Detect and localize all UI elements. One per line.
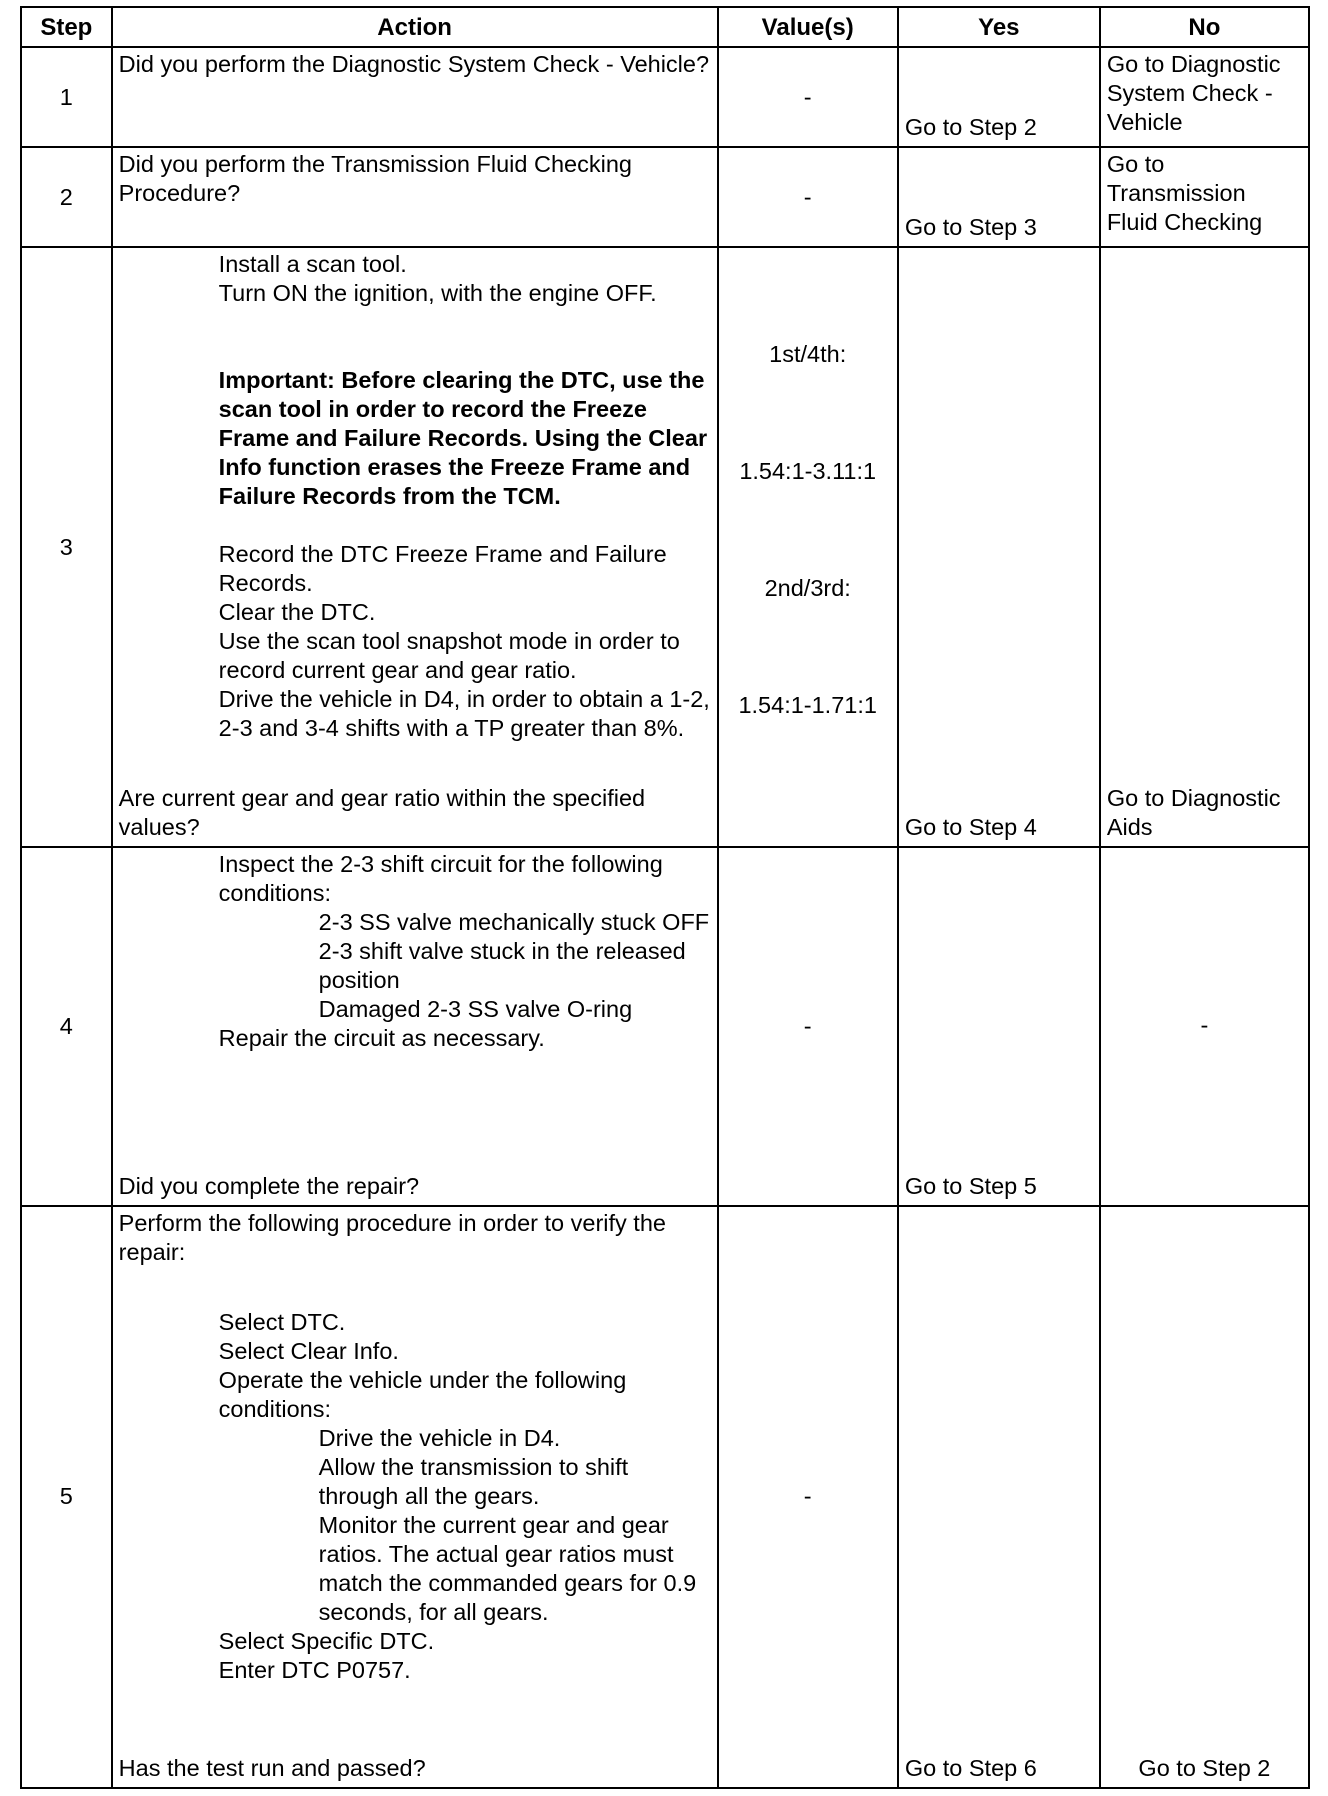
action-text: Did you perform the Transmission Fluid Checking Procedure?: [118, 151, 632, 207]
condition-item: Drive the vehicle in D4.: [318, 1424, 561, 1451]
condition-item: 2-3 SS valve mechanically stuck OFF: [318, 909, 710, 936]
no-link-step-2[interactable]: Go to Step 2: [1138, 1755, 1271, 1781]
no-link-diagnostic-aids[interactable]: Go to Diagnostic Aids: [1106, 785, 1281, 841]
value-label-2nd-3rd: 2nd/3rd:: [764, 575, 851, 602]
no-link-diagnostic-system-check[interactable]: Go to Diagnostic System Check - Vehicle: [1106, 51, 1281, 135]
values-cell: [718, 847, 898, 1205]
condition-item: Monitor the current gear and gear ratios. The actual gear ratios must match the commanded gears for 0.9 seconds, for all gears.: [318, 1511, 697, 1625]
header-values: Value(s): [718, 7, 898, 47]
no-link-transmission-fluid-checking[interactable]: Go to Transmission Fluid Checking: [1106, 151, 1263, 236]
table-row-step-3: [21, 247, 1309, 847]
value-range-2nd-3rd: 1.54:1-1.71:1: [738, 692, 877, 719]
condition-item: Allow the transmission to shift through all the gears.: [318, 1453, 629, 1509]
values-cell: [718, 47, 898, 147]
action-item: Repair the circuit as necessary.: [218, 1025, 545, 1052]
action-cell: [112, 147, 718, 247]
important-note: Important: Before clearing the DTC, use the scan tool in order to record the Freeze Frame and Failure Records. Using the Clear Info function erases the Freeze Frame and Failure Records from the TCM.: [218, 367, 708, 510]
condition-item: Damaged 2-3 SS valve O-ring: [318, 996, 633, 1023]
yes-link-step-5[interactable]: Go to Step 5: [904, 1172, 1037, 1199]
action-item: Turn ON the ignition, with the engine OFF.: [218, 280, 657, 307]
no-cell: [1100, 47, 1309, 147]
action-item: Select Specific DTC.: [218, 1627, 435, 1654]
no-cell: [1100, 247, 1309, 847]
yes-cell: [898, 1206, 1100, 1788]
condition-item: 2-3 shift valve stuck in the released position: [318, 938, 686, 994]
action-item: Drive the vehicle in D4, in order to obtain a 1-2, 2-3 and 3-4 shifts with a TP greater than 8%.: [218, 686, 710, 742]
action-item: Select DTC.: [218, 1308, 346, 1335]
table-row-step-5: [21, 1206, 1309, 1788]
header-no: No: [1100, 7, 1309, 47]
no-cell: [1100, 1206, 1309, 1788]
action-cell: [112, 247, 718, 847]
value-text: -: [803, 1012, 812, 1039]
action-item: Select Clear Info.: [218, 1337, 399, 1364]
step-number: 2: [21, 147, 112, 247]
table-row-step-2: [21, 147, 1309, 247]
step-number: 4: [21, 847, 112, 1205]
action-item: Use the scan tool snapshot mode in order to record current gear and gear ratio.: [218, 628, 680, 684]
yes-link-step-2[interactable]: Go to Step 2: [904, 114, 1037, 141]
yes-cell: [898, 47, 1100, 147]
action-question: Are current gear and gear ratio within the specified values?: [118, 785, 646, 841]
action-item: Clear the DTC.: [218, 599, 376, 626]
value-text: -: [803, 1483, 812, 1510]
yes-cell: [898, 847, 1100, 1205]
step-number: 3: [21, 247, 112, 847]
action-cell: [112, 847, 718, 1205]
diagnostic-table: [20, 6, 1310, 1789]
no-text: -: [1200, 1011, 1209, 1038]
yes-cell: [898, 147, 1100, 247]
yes-link-step-3[interactable]: Go to Step 3: [904, 214, 1037, 241]
step-number: 5: [21, 1206, 112, 1788]
yes-link-step-4[interactable]: Go to Step 4: [904, 814, 1037, 841]
value-text: -: [803, 83, 812, 110]
action-item: Record the DTC Freeze Frame and Failure Records.: [218, 541, 667, 597]
action-cell: [112, 1206, 718, 1788]
values-cell: [718, 247, 898, 847]
header-row: [21, 7, 1309, 47]
values-cell: [718, 147, 898, 247]
action-question: Has the test run and passed?: [118, 1755, 426, 1781]
diagnostic-table-document: [20, 6, 1310, 1789]
value-range-1st-4th: 1.54:1-3.11:1: [739, 458, 877, 485]
table-row-step-4: [21, 847, 1309, 1205]
table-row-step-1: [21, 47, 1309, 147]
step-number: 1: [21, 47, 112, 147]
values-cell: [718, 1206, 898, 1788]
header-action: Action: [112, 7, 718, 47]
header-yes: Yes: [898, 7, 1100, 47]
yes-cell: [898, 247, 1100, 847]
action-item: Install a scan tool.: [218, 251, 407, 278]
value-label-1st-4th: 1st/4th:: [769, 341, 847, 368]
action-question: Did you complete the repair?: [118, 1172, 420, 1199]
action-intro: Perform the following procedure in order to verify the repair:: [118, 1209, 666, 1265]
yes-link-step-6[interactable]: Go to Step 6: [904, 1755, 1037, 1781]
header-step: Step: [21, 7, 112, 47]
value-text: -: [803, 183, 812, 210]
action-text: Did you perform the Diagnostic System Check - Vehicle?: [118, 51, 710, 77]
action-item: Operate the vehicle under the following conditions:: [218, 1366, 627, 1422]
action-intro: Inspect the 2-3 shift circuit for the following conditions:: [218, 851, 663, 907]
no-cell: [1100, 847, 1309, 1205]
action-item: Enter DTC P0757.: [218, 1656, 411, 1683]
no-cell: [1100, 147, 1309, 247]
action-cell: [112, 47, 718, 147]
